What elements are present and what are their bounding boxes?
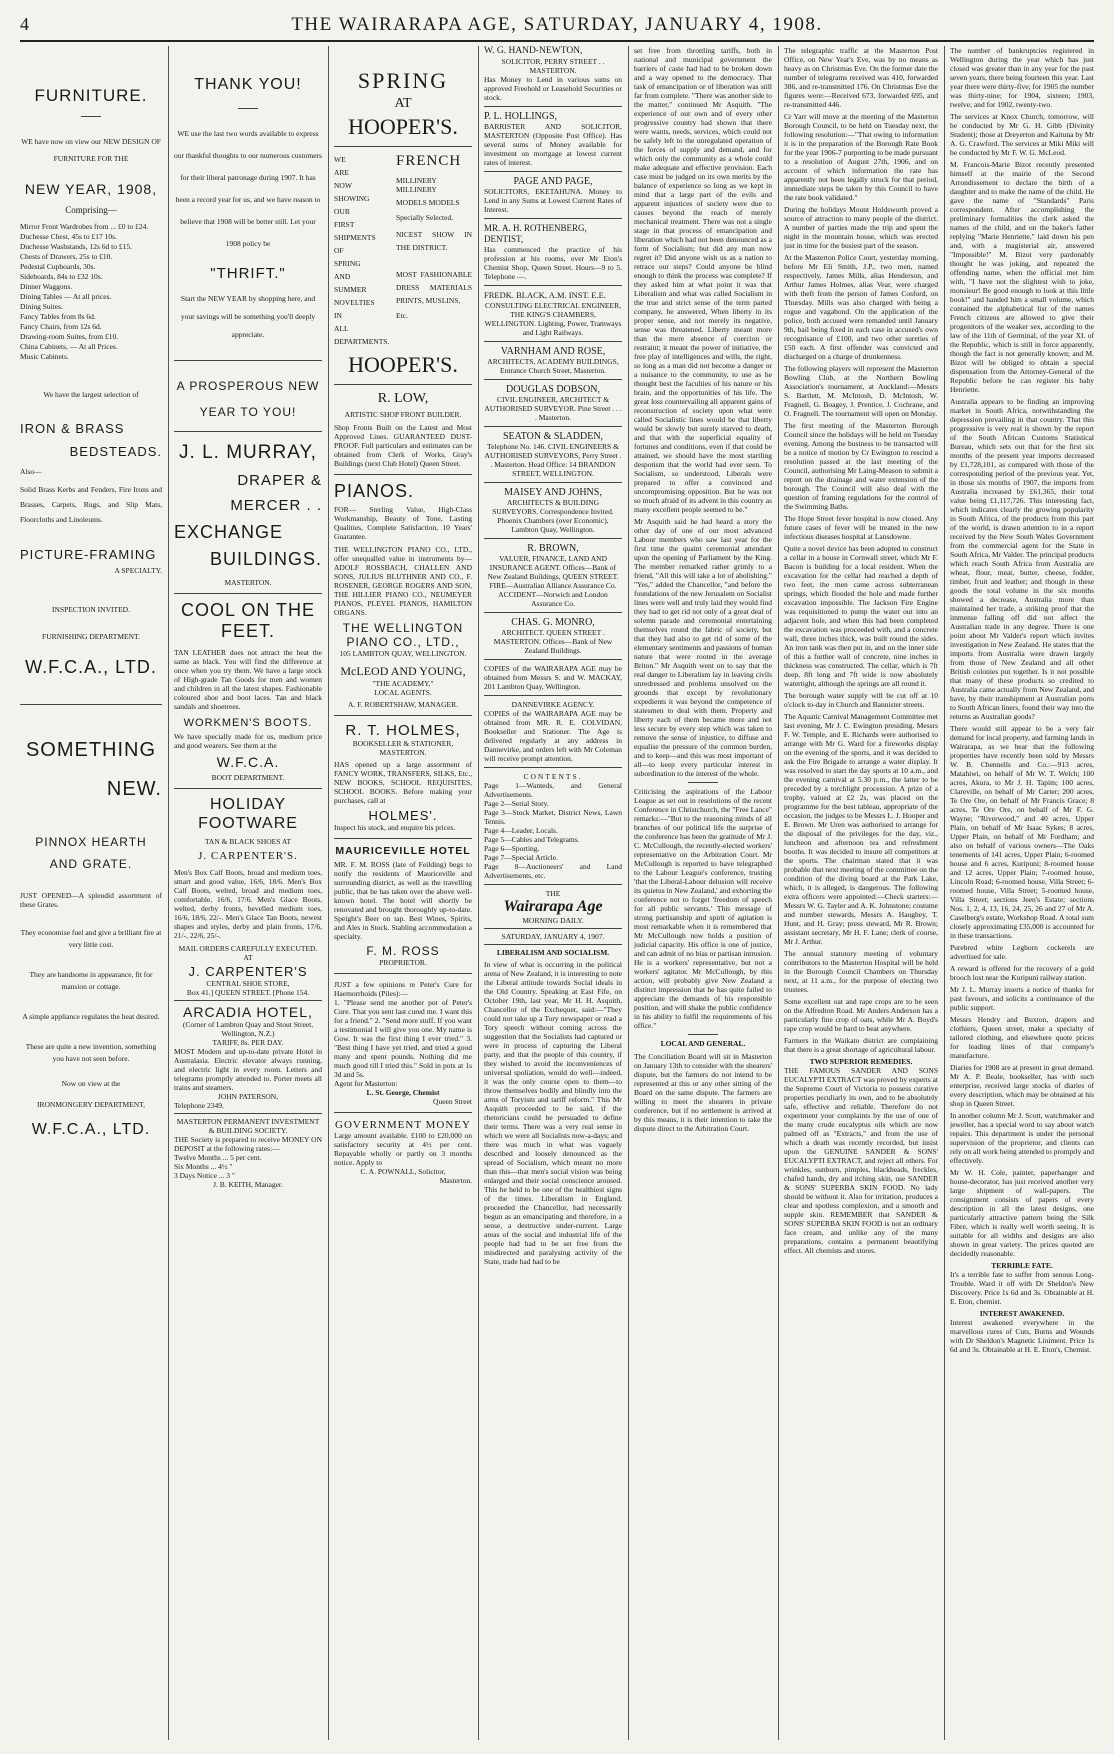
contents-item: Page 4—Leader, Locals. [484,826,558,835]
contents-heading: CONTENTS. [523,772,583,781]
terrible-fate-heading: TERRIBLE FATE. [991,1261,1053,1270]
french-millinery [396,153,472,320]
local-item: At the Masterton Police Court, yesterday morning, before Mr Eli Smith, J.P., two men, named respectively, James Mills, alias Henderson, and Arthur James Holmes, alias Vear, were charged with theft from the person of James Cosford, on Thursday. Mills was also charged with being a rogue and vagabond. On the application of the police, both accused were remanded until January 9th, bail being fixed in each case in accused's own recognisance of £100, and two other sureties of £50 each. A first offender was convicted and discharged on a charge of drunkenness. [784,253,938,361]
local-item: Farmers in the Waikato district are complaining that there is a great shortage of agricultural labour. [784,1036,938,1054]
dobson-heading: DOUGLAS DOBSON, [506,384,600,395]
local-item: The annual statutory meeting of voluntary contributors to the Masterton Hospital will be held in the Borough Council Chambers on Thursday next, at 11 a.m., for the purpose of electing two trustees. [784,949,938,994]
new-year-heading: NEW YEAR, 1908, [24,181,158,197]
also-label: Also— [20,467,42,476]
column-rule [628,46,629,1740]
central-address: Box 41.] QUEEN STREET. [Phone 154. [186,988,310,997]
contents-item: Page 6—Sporting. [484,844,540,853]
dobson-text: CIVIL ENGINEER, ARCHITECT & AUTHORISED SURVEYOR. Pine Street . . . . Masterton. [484,395,622,422]
view-at-label: Now on view at the [61,1079,121,1088]
pinnox-economise: They economise fuel and give a brilliant fire at very little cost. [20,928,162,949]
furniture-list-item: Sideboards, 84s to £32 10s. [20,272,103,281]
we-are-item: SUMMER [334,285,367,294]
at-label: AT [243,953,253,962]
black-heading: FREDK. BLACK, A.M. INST. E.E. [484,290,606,300]
furniture-list-item: Chests of Drawers, 25s to £10. [20,252,113,261]
mercer-heading: MERCER . . [230,497,322,514]
general-item: The services at Knox Church, tomorrow, will be conducted by Mr G. H. Gibb (Divinity Student); those at Dreyerton and Kaituna by Mr A. G. Crawford. The services at Miki Miki will be conducted by Mr F. W. G. McLeod. [950,112,1094,157]
robertshaw-manager: A. F. ROBERTSHAW, MANAGER. [348,700,458,709]
seaton-heading: SEATON & SLADDEN, [502,431,604,442]
new-heading: NEW. [106,778,162,800]
we-are-item: ALL [334,324,349,333]
ross-name: F. M. ROSS [366,944,440,958]
hoopers-showcase [334,153,472,348]
spring-heading: SPRING [357,68,449,93]
leader-date: SATURDAY, JANUARY 4, 1907. [501,932,605,941]
page-heading: PAGE AND PAGE, [513,176,593,187]
column-local-news [784,46,938,1740]
boot-department: BOOT DEPARTMENT. [211,773,285,782]
column-rule [778,46,779,1740]
furnishing-department: FURNISHING DEPARTMENT. [42,632,140,641]
carpenter-store: J. CARPENTER'S [188,964,308,979]
newton-subheading: SOLICITOR, PERRY STREET . . MASTERTON. [501,57,605,75]
maisey-text: ARCHITECTS & BUILDING SURVEYORS. Correspondence Invited. Phoenix Chambers (over Economic), Lambton Quay, Wellington. [492,498,614,534]
leader-asquith-story: Mr Asquith said he had heard a story the other day of one of our most advanced Labour members who saw last year for the first time the quaint ceremonial attendant upon the opening of Parliament by the King. The member remarked rather grimly to a friend, "All this will take a lot of abolishing." "Yes," added the Chancellor, "and before the foundations of the new Jerusalem on Socialist lines were well and truly laid they would find they had to get rid not only of a great deal of solemn parade and ceremonial entertaining themselves round the fabric of society, but that they had also to get rid of some of the elementary sentiments and passions of human nature that were rooted in the average Briton." Mr Asquith went on to say that the real danger to Liberalism lay in leaving civils unredressed and problems unsolved on the grounds that except by revolutionary expedients it was beyond the competence of statesmen to deal with them. Property and liberty each of them became more and not less secure by every step which was taken to remove the sense of injustice, to diffuse and equalise the pressure of the common burden, and to keep—and this was most important of all—to keep every particular interest in subordination to the interest of the whole. [634,517,772,778]
rothenberg-text: Has commenced the practice of his profession at his rooms, over Mr Eton's Chemist Shop, Queen Street. Hours—9 to 5. Telephone —. [484,245,622,281]
peters-heading: JUST a few opinions re Peter's Cure for Haemorrhoids (Piles):— [334,980,472,998]
interest-text: Interest awakened everywhere in the marvellous cures of Cuts, Burns and Wounds with Dr Sheldon's Magnetic Liniment. Price 1s 6d and 3s. Obtainable at H. E. Eton's, Chemist. [950,1318,1094,1354]
iron-brass-heading: IRON & BRASS [20,421,125,436]
we-are-item: NOW [334,181,352,190]
column-furniture [20,46,162,1740]
comprising-label: Comprising— [65,205,117,215]
picture-framing-heading: PICTURE-FRAMING [20,547,157,562]
at-label: AT [394,96,412,111]
inspection-invited: INSPECTION INVITED. [52,605,130,614]
general-item: There would still appear to be a very fair demand for local property, and farming lands in Wairarapa, as we hear that the following properties have recently been sold by Messrs W. B. Chennells and Co.:—913 acres, Matahiwi, on behalf of Mr W. T. Welch; 100 acres, Akura, to Mr J. H. Tapim; 100 acres, Clareville, on behalf of Mr Carter; 200 acres, Te Ore Ore, on behalf of Mr Francis Grace; 8 acres, Te Ore Ore, on behalf of Mr F. G. Wayne; "Riverwood," and 40 acres, Upper Plain, on behalf of Mr Isaac Sykes; 8 acres, Upper Plain, on behalf of Mr Fordham; and also on behalf of various owners—The Oaks tenements of 141 acres, Upper Plain; 6-roomed house and 6 acres, Kuripuni; 8-roomed house and 12 acres, Upper Plain; 7-roomed house, Lincoln Road; 6-roomed house, Villa Street; 6-roomed house, Villa Street; 5-roomed house, Villa Street; sections Jeen's Estate; sections Nos. 1, 2, 4, 13, 16, 24, 25, 26 and 27 of Mr A. Caselberg's estate, Workshop Road. A total sum closely approximating £35,000 is accounted for in these transactions. [950,724,1094,940]
mcleod-heading: McLEOD AND YOUNG, [340,664,466,678]
we-are-item: SHIPMENTS [334,233,376,242]
wfca-footer: W.F.C.A., LTD. [31,1121,151,1138]
local-conciliation: The Conciliation Board will sit in Masterton on January 13th to consider with the shearers' dispute, but the farmers do not intend to be represented at this or any other sitting of the Board on the same dispute. The farmers are willing to meet the shearers in private conference, but if no settlement is arrived at by this means, it is their intention to take the dispute direct to the Arbitration Court. [634,1052,772,1133]
general-item: Australia appears to be finding an improving market in South Africa, notwithstanding the depression prevailing in that country. That this progressive is very real is shown by the report of the South African Customs Statistical Bureau, which sets out that for the first six months of the present year imports decreased by £1,728,101, as compared with those of the corresponding period of the previous year. Yet, in those six months of 1907, the imports from Australia increased by £61,365, their total value being £1,117,726. This interesting fact, which indicates clearly the growing popularity in South Africa, of the products from this part of the world, is drawn attention to in a report received by the New South Wales Government from the commercial agent for the State in South Africa, Mr Valder. The principal products which reach South Africa from Australia are wheat, flour, meat, butter, cheese, fodder, timber, fruit and leather; and though in these goods the total volume in the six months showed a decrease, Australia more than maintained her trade, a striking proof that the immense falling off did not affect the Australian trade in any degree. There is one point about Mr Valder's report which invites investigation in New Zealand. He states that the imports from Australia were drawn largely from those of New Zealand and all other British colonies put together. Is it not possible that many of these products so credited to Australia came actually from New Zealand, and have, by their transhipment at Australian ports to South African liners, found their way into the returns as Australian goods? [950,397,1094,721]
general-item: Diaries for 1908 are at present in great demand. Mr A. P. Beale, bookseller, has with such enterprise, received large stocks of diaries of every description, which may be obtained at his shop in Queen Street. [950,1063,1094,1108]
arcadia-text: MOST Modern and up-to-date private Hotel in Australasia. Electric elevator always running, and electric light in every room. Letters and telegrams promptly attended to. Porter meets all trains and steamers. [174,1047,322,1092]
black-text: CONSULTING ELECTRICAL ENGINEER, THE KING'S CHAMBERS, WELLINGTON. Lighting, Power, Tramways and Light Railways. [484,301,622,337]
remedies-heading: TWO SUPERIOR REMEDIES. [809,1057,913,1066]
contents-list [484,781,622,880]
holmes-footer: HOLMES'. [368,808,438,823]
largest-selection: We have the largest selection of [43,390,139,399]
peters-agent: Agent for Masterton: [334,1079,398,1088]
local-item: The first meeting of the Masterton Borough Council since the holidays will be held on Tuesday evening. Among the business to be transacted will be a notice of motion by Cr Ewington to rescind a resolution passed at the last meeting of the Council, authorising Mr Laing-Meason to submit a report on the drainage and water extension of the borough. The Council will also deal with the question of framing regulations for the control of the Swimming Baths. [784,421,938,511]
dannevirke-text: COPIES of the WAIRARAPA AGE may be obtained from MR. R. E. COLVIDAN, Bookseller and Stationer. The Age is delivered regularly at any address in Dannevirke, and orders left with Mr Coleman will receive prompt attention. [484,709,622,763]
rate-row: Twelve Months ... 5 per cent. [174,1153,262,1162]
thank-you-heading: THANK YOU! [194,76,302,93]
exchange-heading: EXCHANGE [174,522,284,542]
furniture-list-item: Dining Tables — At all prices. [20,292,112,301]
we-are-item: OUR [334,207,350,216]
we-are-item: DEPARTMENTS. [334,337,390,346]
pianos-makers: THE WELLINGTON PIANO CO., LTD., offer unequalled value in instruments by— ADOLF ROSSBACH, CHALLEN AND SONS, JULIUS BLUTHNER AND CO., F. ROSENER, GEORGE ROGERS AND SON, THE HILLIER PIANO CO., NEUMEYER PIANOS, PLEYEL PIANOS, HAMILTON ORGANS. [334,545,472,617]
low-text: Shop Fronts Built on the Latest and Most Approved Lines. GUARANTEED DUST-PROOF. Full particulars and estimates can be obtained from Clerk of Works, Gray's Buildings (next Club Hotel) Queen Street. [334,423,472,468]
wellington-piano-heading: THE WELLINGTON PIANO CO., LTD., [342,621,464,649]
specialty-label: A SPECIALTY. [114,566,162,575]
hoopers-heading: HOOPER'S. [348,114,458,139]
draper-heading: DRAPER & [237,472,322,489]
contents-item: Page 2—Serial Story. [484,799,549,808]
page-text: SOLICITORS, EKETAHUNA. Money to Lend in any Sums at Lowest Current Rates of Interest. [484,187,622,214]
arcadia-paterson: JOHN PATERSON, [217,1092,279,1101]
furniture-list-item: Music Cabinets. [20,352,69,361]
furniture-intro: WE have now on view our NEW DESIGN OF FURNITURE FOR THE [21,137,161,163]
rothenberg-heading: MR. A. H. ROTHENBERG, DENTIST, [484,223,587,244]
murray-heading: J. L. MURRAY, [179,442,317,463]
cool-heading: COOL ON THE FEET. [180,600,316,641]
something-heading: SOMETHING [25,739,157,761]
we-are-item: SPRING [334,259,361,268]
workmen-heading: WORKMEN'S BOOTS. [183,717,313,729]
newton-heading: W. G. HAND-NEWTON, [484,46,583,56]
furniture-list-item: Duchesse Washstands, 12s 6d to £15. [20,242,132,251]
interest-heading: INTEREST AWAKENED. [979,1309,1065,1318]
permanent-heading: MASTERTON PERMANENT INVESTMENT & BUILDING SOCIETY. [176,1117,320,1135]
local-item: During the holidays Mount Holdsworth proved a source of attraction to many people of the district. A number of parties made the trip and spent the night in the mountain house, which was erected just in time for the busiest part of the season. [784,205,938,250]
holiday-heading: HOLIDAY FOOTWARE [198,796,298,832]
holmes-heading: R. T. HOLMES, [345,722,461,739]
rate-row: 3 Days Notice ... 3 " [174,1171,235,1180]
low-heading: R. LOW, [377,391,429,406]
peters-queen-street: Queen Street [433,1097,472,1106]
maisey-heading: MAISEY AND JOHNS, [504,487,602,498]
column-rule [328,46,329,1740]
shoes-text: Men's Box Calf Boots, broad and medium toes, smart and good value, 16/6, 18/6. Men's Box Calf Boots, welted, broad and medium toes, comfortable, 16/6, 17/6. Men's Glace Boots, welted, derby fronts, bevelled medium toes, 16/6, 18/6, 22/-. Men's Glace Tan Boots, newest shapes and styles, derby and plain fronts, 17/6, 21/-, 22/6, 25/-. [174,868,322,940]
holmes-inspect: Inspect his stock, and enquire his prices. [334,823,456,832]
contents-item: Page 5—Cables and Telegrams. [484,835,580,844]
holmes-subheading: BOOKSELLER & STATIONER, MASTERTON. [352,739,454,757]
furniture-list-item: Dinner Waggons. [20,282,73,291]
workmen-text: We have specially made for us, medium price and good wearers. See them at the [174,732,322,750]
local-item: The borough water supply will be cut off at 10 o'clock to-day in Church and Bannister streets. [784,691,938,709]
keith-manager: J. B. KEITH, Manager. [213,1180,283,1189]
dannevirke-heading: DANNEVIRKE AGENCY. [511,700,595,709]
general-item: Messrs Hendry and Buxton, drapers and clothiers, Queen street, make a specialty of tailored clothing, and elsewhere quote prices for leading lines of that company's manufacture. [950,1015,1094,1060]
varnham-heading: VARNHAM AND ROSE, [500,346,606,357]
we-are-item: NOVELTIES [334,298,375,307]
govt-money-heading: GOVERNMENT MONEY [335,1119,471,1131]
general-item: M. Francois-Marie Bizot recently presented himself at the mairie of the Second Arrondissement to declare the birth of a daughter and to make the name of the child. He gave the name of "Standards" Paris correspondent. After accomplishing the preliminary formalities the clerk asked the names of the child, and on the baker's father replying "Marie Henriette," laid down his pen and, with a magisterial air, answered "Impossible!" M. Bizot very pardonably thought he was joking, and repeated the offending name, when the official met him with, "I have not the slightest wish to joke, monsieur! Be good enough to look at this little book!" and handed him a small volume, which contained the alphabetical list of the names French citizens are allowed to give their progenitors of the weaker sex, according to the law of the 11th of Germinal, of the year XI. of the Republic, which is still in force apparently, though the fact is not generally known; and M. Bizot will be obliged to obtain a special dispensation from the Attorney-General of the Republic before he can register his baby Henriette. [950,160,1094,394]
furniture-list-item: Pedestal Cupboards, 30s. [20,262,96,271]
column-rule [478,46,479,1740]
leader-text: In view of what is occurring in the political arena of New Zealand, it is interesting to note the Liberal attitude towards Social ideals in the Old Country. Speaking at East Fife, on October 19th, last year, Mr H. H. Asquith, Chancellor of the Exchequer, said:—"They could not take up a Tory newspaper or read a Tory speech without coming across the suggestion that the Socialists had captured or were in process of capturing the Liberal party, and that the people of this country, if they wished to avoid the inconveniences of universal spoliation, would do well—indeed, it was the only course open to them—to throw themselves bodily and blindly into the arms of Toryism and tariff reform." This Mr Asquith proceeded to be said, if the rhetoricians could be persuaded to define their terms. There was a very real sense in which we were all Socialists now-a-days; and there was much in what was vaguely described and loosely denounced as the spread of Socialism, which meant no more than this—that men's social vision was being enlarged and their social conscience aroused. This he held to be one of the healthiest signs of the times. Liberalism in England, proceeded the Chancellor, had necessarily begun as an emancipating and therefore, in a sense, a destructive under-current. Large areas of the social and industrial life of the people had had to be set free from the misdirected and paralysing activity of the State, trade had had to be [484,960,622,1266]
hollings-heading: P. L. HOLLINGS, [484,111,558,122]
newton-text: Has Money to Lend in various sums on approved Freehold or Leasehold Securities or stock. [484,75,622,102]
local-item: Quite a novel device has been adopted to construct a cellar in a house in Cornwall street, which Mr F. Bacon is building for a local resident. When the excavation for the cellar had reached a depth of two feet, the men came across subterranean springs, which flooded the hole and made further excavation impossible. The Jackson Fire Engine was requisitioned to pump the water out into an adjacent hole, and when this had been completed the excavation was proceeded with, and a concrete wall, three inches thick, was built round the sides. An iron tank was then put in, and on the inner side of this a further wall of concrete, nine inches in thickness was constructed. The cellar, which is 7ft deep, 8ft long and 7ft wide is now absolutely watertight, although the springs are all round it. [784,544,938,688]
also-text: Solid Brass Kerbs and Fenders, Fire Irons and Brasses, Carpets, Rugs, and Slip Mats, Floorcloths and Linoleums. [20,485,162,524]
we-are-item: IN [334,311,342,320]
etc-label: Etc. [396,311,408,320]
monro-text: ARCHITECT. QUEEN STREET . MASTERTON. Offices—Bank of New Zealand Buildings. [493,628,613,655]
mail-orders: MAIL ORDERS CAREFULLY EXECUTED. [178,944,318,953]
furniture-list-item: Fancy Chairs, from 12s 6d. [20,322,102,331]
thrift-text: Start the NEW YEAR by shopping here, and your savings will be something you'll deeply appreciate. [180,294,316,339]
column-hoopers [334,46,472,1740]
we-are-item: AND [334,272,351,281]
academy-label: "THE ACADEMY," [372,679,434,688]
general-item: Purebred white Leghorn cockerels are advertised for sale. [950,943,1094,961]
column-professional [484,46,622,1740]
general-item: Mr J. L. Murray inserts a notice of thanks for past favours, and solicits a continuance of the public support. [950,985,1094,1012]
furniture-list-item: Drawing-room Suites, from £10. [20,332,119,341]
thank-you-text: WE use the last two words available to express our thankful thoughts to our numerous customers for their liberal patronage during 1907. It has been a record year for us, and we have reason to believe that 1908 will be better still. Let your 1908 policy be [174,129,322,248]
masthead-the: THE [545,889,561,898]
contents-item: Page 8—Auctioneers' and Land Advertisements, etc. [484,862,622,880]
tan-black-label: TAN & BLACK SHOES AT [204,837,292,846]
pinnox-heading: PINNOX HEARTH AND GRATE. [35,835,147,871]
millinery-label: MILLINERY MILLINERY [396,176,437,194]
column-rule [944,46,945,1740]
furniture-list-item: Duchesse Chest, 45s to £17 10s. [20,232,117,241]
wellington-copies: COPIES of the WAIRARAPA AGE may be obtained from Messrs S. and W. MACKAY, 201 Lambton Quay, Wellington. [484,664,622,691]
furniture-list-item: Mirror Front Wardrobes from ... £0 to £24. [20,222,149,231]
govt-money-text: Large amount available. £100 to £20,000 on satisfactory security at 4½ per cent. Repayable wholly or partly on 3 months notice. Apply to [334,1131,472,1167]
local-item: The Aquatic Carnival Management Committee met last evening, Mr J. C. Ewington presiding. Messrs F. W. Temple, and E. Richards were authorised to arrange with Mr G. Ward for a fireworks display on the evening of the sports, and it was decided to ask the Fire Brigade to arrange a water display. It was resolved to start the day sports at 10 a.m., and the evening carnival at 5.30 p.m., the latter to be preceded by a torchlight procession. A prize of a trophy, valued at £2 2s, was placed on the programme for the best tableau, appropriate of the occasion, the judges to be Messrs L. J. Hooper and E. Brown. Mr Uren was authorised to arrange for the disposal of the privileges for the day, viz., luncheon and afternoon tea and refreshment booths. It was decided to insure all competitors at the sports. The chairman stated that it was probable that next meeting of the committee on the condition of the diving board at the Park Lake, which, it is alleged, is dangerous. The following extra officers were appointed:—Check starters:—Messrs W. G. Tayler and A. K. Johnstone; costume and number stewards, Messrs A. Haughey, T. Hunt, and H. Gray; press steward, Mr R. Brown; assistant secretary, Mr H. F. Lane; clerk of course, Mr J. Arthur. [784,712,938,946]
local-item: The following players will represent the Masterton Bowling Club, at the Northern Bowling Association's tournament, at Auckland:—Messrs S. Bartlett, M. McIntosh, D. McIntosh, W. Fragnell, G. Boagey, J. Prentice, J. Cochrane, and O. Fragnell. The tournament will open on Monday. [784,364,938,418]
furniture-list [20,222,162,362]
we-are-item: SHOWING [334,194,370,203]
arcadia-telephone: Telephone 2349. [174,1101,224,1110]
pianos-heading: PIANOS. [334,481,415,501]
column-rule [168,46,169,1740]
wfca-heading: W.F.C.A., LTD. [25,657,157,677]
column-general-news [950,46,1094,1740]
society-text: THE Society is prepared to receive MONEY ON DEPOSIT at the following rates:— [174,1135,322,1153]
furniture-heading: FURNITURE. [34,86,148,105]
masthead-title: THE WAIRARAPA AGE, SATURDAY, JANUARY 4, 1908. [291,14,823,35]
rate-row: Six Months ... 4½ " [174,1162,233,1171]
monro-heading: CHAS. G. MONRO, [511,617,595,628]
nicest-show: NICEST SHOW IN THE DISTRICT. [396,230,472,252]
buildings-heading: BUILDINGS. [209,549,322,569]
central-shoe-store: CENTRAL SHOE STORE, [206,979,290,988]
morning-daily: MORNING DAILY. [522,916,584,925]
pownall-place: Masterton. [439,1176,472,1185]
specially-selected: Specially Selected. [396,213,454,222]
wfca-label: W.F.C.A. [216,754,280,770]
cool-text: TAN LEATHER does not attract the heat the same as black. You will find the difference at once when you try them. We have a large stock of High-grade Tan Goods for men and women and children in all the latest shapes. Fashionable coloured shoe and boot laces. Tan and black sandals and shoetrees. [174,648,322,711]
peters-text: 1. "Please send me another pot of Peter's Cure. That you sent last cured me. I want this for a friend." 2. "Send more stuff. If you want a testimonial I will give you one. My name is Gow. It was the first thing I ever tried." 3. "Best thing I have yet tried, and tried a good many and spent pounds. Nothing did me much good till I tried this." Sold in pots at 1s 3d and 5s. [334,998,472,1079]
carpenters-label: J. CARPENTER'S. [198,850,298,862]
pianos-text: FOR— Sterling Value, High-Class Workmanship, Beauty of Tone, Lasting Qualities, Complete Satisfaction, 10 Years' Guarantee. [334,505,472,541]
page-number: 4 [20,14,29,34]
general-item: In another column Mr J. Scott, watchmaker and jeweller, has a special word to say about watch repairs. This department is under the personal supervision of the proprietor, and clients can rely on all work being attended to promptly and effectively. [950,1111,1094,1165]
ross-proprietor: PROPRIETOR. [379,958,427,967]
hollings-text: BARRISTER AND SOLICITOR, MASTERTON (Opposite Post Office). Has several sums of Money available for investment on mortgage at lowest current rates of interest. [484,122,622,167]
arcadia-heading: ARCADIA HOTEL, [183,1004,313,1020]
models-label: MODELS MODELS [396,198,460,207]
leader-title: LIBERALISM AND SOCIALISM. [496,948,610,957]
general-item: A reward is offered for the recovery of a gold brooch lost near the Kuripuni railway station. [950,964,1094,982]
pownall-solicitor: C. A. POWNALL, Solicitor, [360,1167,446,1176]
furniture-list-item: Dining Suites. [20,302,63,311]
local-item: The telegraphic traffic at the Masterton Post Office, on New Year's Eve, was by no means as heavy as on Christmas Eve. On the former date the number of telegrams received was 410, forwarded 386, and re-transmitted 176. On Christmas Eve the figures were:—Received 673, forwarded 695, and re-transmitted 446. [784,46,938,109]
arcadia-address: (Corner of Lambton Quay and Stout Street, Wellington, N.Z.) [182,1020,314,1038]
contents-item: Page 7—Special Article. [484,853,558,862]
local-item: Cr Yarr will move at the meeting of the Masterton Borough Council, to be held on Tuesday next, the following resolution:—"That owing to information it is in the preparation of the Borough Rate Book for the year 1906-7 purporting to be made pursuant to a resolution of August 27th, 1906, and on account of which information the rate has apparently not been legally struck for that period, immediate steps be taken by this Council to have the rate book validated." [784,112,938,202]
remedies-text: THE FAMOUS SANDER AND SONS EUCALYPTI EXTRACT was proved by experts at the Supreme Court of Victoria to possess curative properties peculiarly its own, and to be absolutely safe, effective and reliable. Therefore do not experiment your complaints by the use of one of the many crude eucalyptus oils which are now palmed off as "Extracts," and from the use of which a death was recently recorded, but insist upon the GENUINE SANDER & SONS' EUCALYPTI EXTRACT, and reject all others. For wrinkles, sunburn, pimples, blackheads, freckles, chafed hands, dry and itching skin, use SANDER & SONS' SUPERBA SKIN FOOD. No lady should be without it. Also for irritation, produces a clear and spotless complexion, and a smooth and supple skin. REMEMBER that SANDER & SONS' SUPERBA SKIN FOOD is not an ordinary face cream, and unlike any of the many preparations, contains a permanent beautifying effect. All chemists and stores. [784,1066,938,1255]
french-label: FRENCH [396,153,462,169]
local-general-heading: LOCAL AND GENERAL. [660,1039,746,1048]
we-are-item: OF [334,246,344,255]
contents-item: Page 1—Wanteds, and General Advertisements. [484,781,622,799]
seaton-text: Telephone No. 146. CIVIL ENGINEERS & AUTHORISED SURVEYORS, Perry Street . . Masterton. Head Office: 14 BRANDON STREET, WELLINGTON. [484,442,622,478]
furniture-list-item: China Cabinets, — At all Prices. [20,342,118,351]
contents-item: Page 3—Stock Market, District News, Lawn Tennis. [484,808,622,826]
local-item: The Hope Street fever hospital is now closed. Any future cases of fever will be treated in the new infectious diseases hospital at Lansdowne. [784,514,938,541]
masterton-label: MASTERTON. [224,578,272,587]
general-item: Mr W. H. Cole, painter, paperhanger and house-decorator, has just received another very large shipment of wall-papers. The consignment consists of papers of every description in all the latest designs, one particularly attractive pattern being the Silk Fibre, which is really well worth seeing. It is suitable for all widths and designs are also shown in great variety. The prices quoted are decidedly reasonable. [950,1168,1094,1258]
we-are-list [334,153,390,348]
local-item: Some excellent oat and rape crops are to be seen on the Alfredton Road. Mr Anders Anderson has a particularly fine crop of oats, while Mr A. Boyd's rape crop would be hard to beat anywhere. [784,997,938,1033]
most-fashionable: MOST FASHIONABLE DRESS MATERIALS PRINTS, MUSLINS, [396,270,472,305]
wellington-piano-address: 105 LAMBTON QUAY, WELLINGTON. [339,649,467,658]
local-agents: LOCAL AGENTS. [374,688,432,697]
low-subheading: ARTISTIC SHOP FRONT BUILDER. [344,410,462,419]
ross-text: MR. F. M. ROSS (late of Feilding) begs to notify the residents of Mauriceville and surrounding district, as well as the travelling public, that he has taken over the above well-known hotel. The hotel will shortly be renovated and brought thoroughly up-to-date. Speight's Beer on tap. Best Wines, Spirits, and Ales in Stock. Stabling accommodation a specialty. [334,860,472,941]
brown-heading: R. BROWN, [527,543,579,554]
general-item: The number of bankruptcies registered in Wellington during the year which has just closed was greater than in any year for the past seven years, there being fourteen this year. Last year there were thirty-five; for 1905 the number was thirty-nine; for 1904, sixteen; 1903, twelve; and for 1902, twenty-two. [950,46,1094,109]
varnham-text: ARCHITECTS, ACADEMY BUILDINGS, Entrance Church Street, Masterton. [487,357,619,375]
ironmongery-department: IRONMONGERY DEPARTMENT, [36,1100,146,1109]
peters-chemist: L. St. George, Chemist [366,1088,440,1097]
hoopers-footer: HOOPER'S. [348,352,458,377]
paper-nameplate: Wairarapa Age [503,898,603,915]
furniture-list-item: Fancy Tables from 8s 6d. [20,312,96,321]
terrible-fate-text: It's a terrible fate to suffer from senous Long-Trouble. Ward it off with Dr Sheldon's New Discovery. Price 1s 6d and 3s. Obtainable at H. E. Eton, chemist. [950,1270,1094,1306]
mauriceville-heading: MAURICEVILLE HOTEL [335,845,471,857]
we-are-item: FIRST [334,220,355,229]
column-murray [174,46,322,1740]
brown-text: VALUER, FINANCE, LAND AND INSURANCE AGENT. Offices—Bank of New Zealand Buildings, QUEEN STREET. FIRE—Australian Alliance Assurance Co. ACCIDENT—Norwich and London Assurance Co. [487,554,619,608]
thrift-heading: "THRIFT." [210,265,286,282]
prosperous-heading: A PROSPEROUS NEW YEAR TO YOU! [176,379,320,419]
masthead [20,14,1094,42]
holmes-text: HAS opened up a large assortment of FANCY WORK, TRANSFERS, SILKS, Etc., NEW BOOKS, SCHOOL REQUISITES, SCHOOL BOOKS. Before making your purchases, call at [334,760,472,805]
we-are-item: ARE [334,168,349,177]
pinnox-handsome: They are handsome in appearance, fit for mansion or cottage. [29,970,153,991]
leader-free-lance: Criticising the aspirations of the Labour League as set out in resolutions of the recent Conference in Christchurch, the "Free Lance" remarks:—"But to the reasoning minds of all branches of our political life the surprise of the conference has been the gratitude of Mr J. C. McCullough, the recently-elected workers' representative on the Arbitration Court. Mr McCullough is reported to have telegraphed to the Labour League's conference, trusting 'that the Liberal-Labour delusion will receive its quietus in New Zealand,' and exhorting the conference not to forget 'freedom of speech for all public servants.' This message of strong partisanship and spirit of agitation is most remarkable when it is remembered that Mr McCullough now holds a position of judicial capacity. His office is one of justice, and can admit of no bias or partisan intrusion. He is a workers' representative, but not a workers' agitator. Mr McCullough, by this action, will probably give New Zealand a distinct impression that he has quite failed to appreciate the demands of his responsible position, and will shake the public confidence in his ability to fulfil the requirements of his office." [634,787,772,1030]
pinnox-novel: These are quite a new invention, something you have not seen before. [25,1042,157,1063]
pinnox-text: JUST OPENED—A splendid assortment of these Grates. [20,891,162,909]
column-leader-continued [634,46,772,1740]
arcadia-tariff: TARIFF, 8s. PER DAY. [212,1038,284,1047]
pinnox-simple: A simple appliance regulates the heat desired. [22,1012,160,1021]
leader-continued: set free from throttling tariffs, both in national and municipal government the barriers of caste had had to be broken down and a way opened to the democracy. That task of emancipation or of liberation was still far from complete. "There was another side to the matter," continued Mr Asquith. "The experience of our own and of every other progressive country had shown that there were wants, needs, services, which could not be safely left to the unregulated operation of the forces of supply and demand, and for which only the community as a whole could make adequate and effective provision. Each case must be judged on its own merits by the balance of experience so long as we kept in mind that a large part of the evils and apparent injustices of society were due to causes beyond the reach of merely mechanical treatment. There was not a single stage in that process of emancipation and liberation which had not been denounced as a form of Socialism; but did any man now regret it? Did anyone wish us as a nation to retrace our steps? Could anyone be blind enough to think the process was complete? If they asked him at what point it was that Liberalism and what was called Socialism in the true and strict sense of the term parted company, he answered, When liberty in its proper sense, and not merely its negative, sense was threatened. Liberty meant more than the mere absence of coercion or restraint; it meant the power of initiative, the free play of intelligences and wills, the right, so long as a man did not become a danger or a nuisance to the community, to use as he thought best the faculties of his nature or his brain, and the opportunities of his life. The great loss countervailing all apparent gains of reconstruction of society upon what were called Socialistic lines would be that liberty would be slowly but surely starved to death, and that with the superficial equality of fortunes and conditions, even if that could be attained, we should have the most startling despotism that the world had ever seen. To Socialism, so understood, Liberals were prepared to offer a convinced and uncompromising opposition. But he was not so much afraid of its advent in this country as many excellent people seemed to be." [634,46,772,514]
bedsteads-heading: BEDSTEADS. [69,444,162,459]
we-are-item: WE [334,155,346,164]
